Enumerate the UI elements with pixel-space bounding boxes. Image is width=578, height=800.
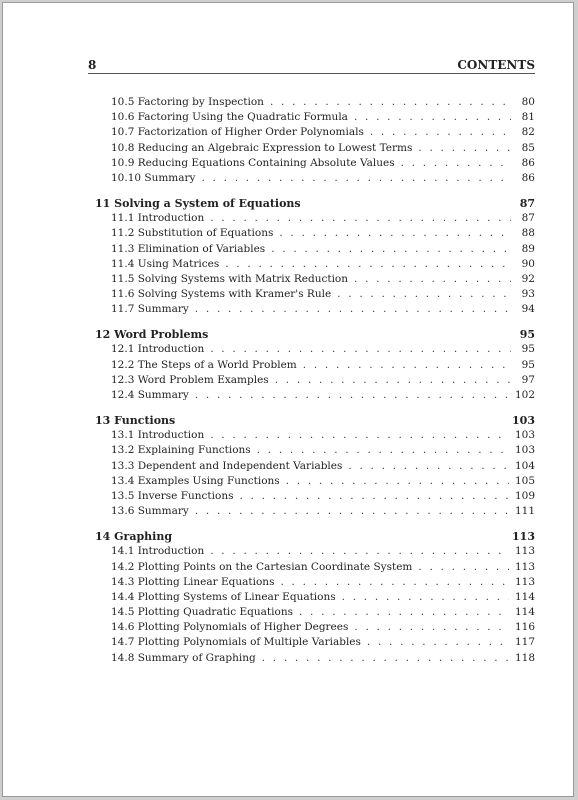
toc-entry-page: 81 [521,111,535,124]
toc-entry-page: 118 [514,651,535,664]
toc-entry [95,544,535,559]
toc-entry-page: 109 [514,489,535,502]
toc-entry-page: 104 [514,459,535,472]
dot-leader [354,272,511,287]
toc-entry-page: 94 [521,303,535,316]
dot-leader [210,211,511,226]
toc-entry-page: 105 [514,474,535,487]
chapter-page: 87 [519,197,535,211]
toc-entry-title: 11.5 Solving Systems with Matrix Reduction [111,272,349,285]
dot-leader [418,560,509,575]
toc-entry [95,125,535,140]
toc-entry [95,474,535,489]
toc-entry [95,651,535,666]
toc-entry-page: 82 [521,126,535,139]
chapter-title: 14 Graphing [95,530,173,544]
toc-entry-title: 14.4 Plotting Systems of Linear Equations [111,590,336,603]
toc-entry-title: 12.1 Introduction [111,343,205,356]
toc-entry-page: 111 [514,505,535,518]
toc-entry [95,287,535,302]
toc-entry-page: 86 [521,156,535,169]
toc-entry [95,156,535,171]
toc-entry-page: 80 [521,96,535,108]
toc-entry-page: 85 [521,141,535,154]
chapter-page: 113 [512,530,535,544]
toc-entry-title: 10.10 Summary [111,171,196,184]
toc-entry [95,590,535,605]
toc-entry [95,575,535,590]
toc-entry-title: 10.8 Reducing an Algebraic Expression to Lowest Terms [111,141,413,154]
toc-entry [95,141,535,156]
toc-entry [95,171,535,186]
toc-entry-page: 86 [521,171,535,184]
toc-entry-title: 13.1 Introduction [111,429,205,442]
toc-entry-title: 14.8 Summary of Graphing [111,651,256,664]
dot-leader [210,544,509,559]
dot-leader [262,651,509,666]
toc-entry-page: 93 [521,288,535,301]
toc-entry [95,272,535,287]
toc-entry-title: 13.5 Inverse Functions [111,489,234,502]
chapter-page: 103 [512,414,535,428]
toc-entry-title: 12.2 The Steps of a World Problem [111,358,297,371]
dot-leader [348,459,509,474]
dot-leader [370,125,511,140]
header-rule [88,73,535,74]
toc-entry-page: 97 [521,373,535,386]
toc-entry [95,342,535,357]
toc-entry [95,388,535,403]
toc-entry [95,358,535,373]
dot-leader [225,257,511,272]
toc-chapter-heading [95,413,535,428]
dot-leader [280,575,508,590]
chapter-title: 11 Solving a System of Equations [95,197,301,211]
dot-leader [210,428,509,443]
toc-entry-title: 14.5 Plotting Quadratic Equations [111,606,293,619]
toc-entry-title: 11.3 Elimination of Variables [111,242,266,255]
toc-entry-title: 13.6 Summary [111,505,189,518]
dot-leader [270,95,511,110]
toc-entry [95,443,535,458]
toc-entry-page: 92 [521,272,535,285]
toc-entry-page: 88 [521,227,535,240]
running-header [88,58,535,72]
toc-entry-page: 95 [521,343,535,356]
document-page [2,2,574,797]
toc-entry-page: 103 [514,429,535,442]
section-gap [95,186,535,196]
toc-entry-title: 12.4 Summary [111,389,189,401]
page-number: 8 [88,58,97,72]
toc-entry-title: 14.6 Plotting Polynomials of Higher Degrees [111,621,349,634]
toc-entry [95,489,535,504]
toc-entry-page: 116 [514,621,535,634]
toc-entry [95,560,535,575]
dot-leader [286,474,509,489]
toc-entry-title: 10.6 Factoring Using the Quadratic Formula [111,111,348,124]
dot-leader [418,141,511,156]
toc-chapter-heading [95,196,535,211]
dot-leader [275,373,511,388]
dot-leader [210,342,511,357]
toc-entry [95,428,535,443]
dot-leader [401,156,511,171]
toc-entry-page: 95 [521,358,535,371]
section-gap [95,519,535,529]
dot-leader [354,620,509,635]
toc-entry-title: 10.7 Factorization of Higher Order Polynomials [111,126,364,139]
dot-leader [342,590,509,605]
chapter-page: 95 [519,328,535,342]
toc-entry-page: 103 [514,444,535,457]
toc-entry [95,620,535,635]
dot-leader [337,287,511,302]
toc-entry [95,302,535,317]
toc-entry-title: 11.4 Using Matrices [111,257,220,270]
toc-entry-page: 102 [514,389,535,401]
toc-entry-page: 87 [521,212,535,225]
dot-leader [271,242,511,257]
toc-entry-title: 13.4 Examples Using Functions [111,474,280,487]
toc-entry-title: 12.3 Word Problem Examples [111,373,269,386]
toc-entry [95,257,535,272]
toc-entry-page: 89 [521,242,535,255]
section-gap [95,317,535,327]
dot-leader [299,605,509,620]
dot-leader [195,302,511,317]
section-gap [95,403,535,413]
dot-leader [195,388,509,403]
toc-entry [95,211,535,226]
toc-chapter-heading [95,327,535,342]
toc-entry-page: 90 [521,257,535,270]
running-title: CONTENTS [457,58,535,72]
toc-entry-page: 114 [514,590,535,603]
toc-entry [95,373,535,388]
table-of-contents [95,95,535,666]
toc-chapter-heading [95,529,535,544]
toc-entry [95,605,535,620]
toc-entry-title: 14.3 Plotting Linear Equations [111,575,275,588]
toc-entry-title: 13.2 Explaining Functions [111,444,251,457]
toc-entry [95,459,535,474]
chapter-title: 13 Functions [95,414,176,428]
dot-leader [239,489,508,504]
dot-leader [195,504,509,519]
dot-leader [303,358,511,373]
toc-entry-page: 113 [514,545,535,558]
toc-entry-title: 14.2 Plotting Points on the Cartesian Coordinate System [111,560,413,573]
toc-entry-title: 14.1 Introduction [111,545,205,558]
toc-entry [95,110,535,125]
toc-entry-page: 113 [514,560,535,573]
dot-leader [257,443,509,458]
toc-entry [95,226,535,241]
toc-entry-title: 14.7 Plotting Polynomials of Multiple Variables [111,636,361,649]
chapter-title: 12 Word Problems [95,328,209,342]
dot-leader [367,635,509,650]
toc-entry [95,242,535,257]
toc-entry-title: 11.2 Substitution of Equations [111,227,274,240]
toc-entry-page: 117 [514,636,535,649]
toc-entry [95,635,535,650]
toc-entry-title: 13.3 Dependent and Independent Variables [111,459,343,472]
dot-leader [354,110,511,125]
dot-leader [201,171,511,186]
toc-entry-page: 114 [514,606,535,619]
toc-entry-title: 11.7 Summary [111,303,189,316]
toc-entry-title: 10.9 Reducing Equations Containing Absolute Values [111,156,395,169]
toc-entry [95,95,535,110]
toc-entry-title: 11.1 Introduction [111,212,205,225]
toc-entry-page: 113 [514,575,535,588]
dot-leader [279,226,511,241]
toc-entry [95,504,535,519]
toc-entry-title: 10.5 Factoring by Inspection [111,96,264,108]
toc-entry-title: 11.6 Solving Systems with Kramer's Rule [111,288,332,301]
